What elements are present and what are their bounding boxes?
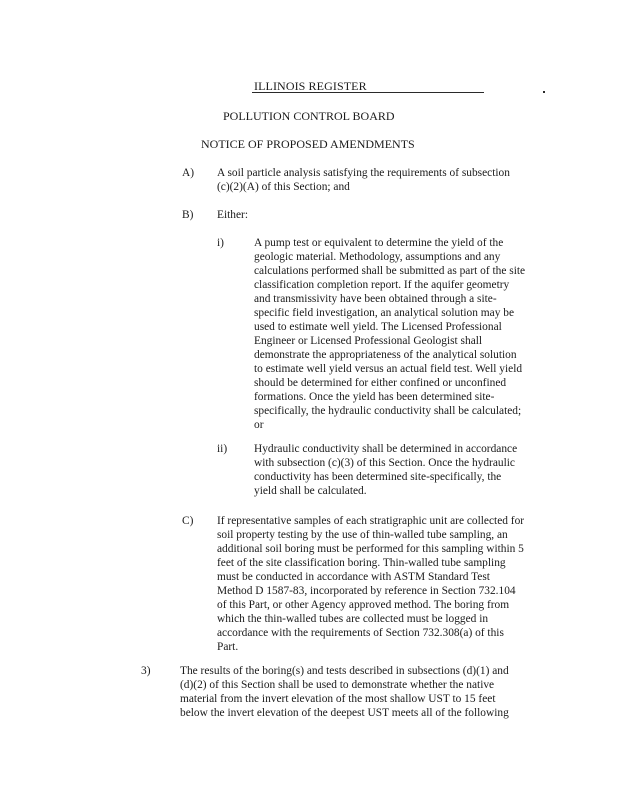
item-b-ii-line: with subsection (c)(3) of this Section. Once the hydraulic xyxy=(254,457,515,469)
item-c-line: soil property testing by the use of thin-walled tube sampling, an xyxy=(217,529,508,541)
header-mark xyxy=(543,91,545,93)
item-b-ii-line: yield shall be calculated. xyxy=(254,485,367,497)
item-b-i-line: to estimate well yield versus an actual field test. Well yield xyxy=(254,363,523,375)
item-b-i-line: A pump test or equivalent to determine the yield of the xyxy=(254,237,504,249)
header-rule xyxy=(252,92,484,93)
board-heading: POLLUTION CONTROL BOARD xyxy=(223,109,395,123)
item-b-ii-line: conductivity has been determined site-specifically, the xyxy=(254,471,502,483)
item-c-line: must be conducted in accordance with ASTM Standard Test xyxy=(217,571,490,583)
item-c-paragraph xyxy=(217,514,547,654)
item-b-i-line: formations. Once the yield has been determined site- xyxy=(254,391,495,403)
item-a-paragraph xyxy=(217,166,531,194)
item-c-label: C) xyxy=(182,515,194,527)
item-3-line: below the invert elevation of the deepest UST meets all of the following xyxy=(180,707,509,719)
item-c-line: Part. xyxy=(217,641,239,653)
item-c-line: feet of the site classification boring. Thin-walled tube sampling xyxy=(217,557,506,569)
item-a-line: A soil particle analysis satisfying the requirements of subsection xyxy=(217,167,510,179)
item-a-label: A) xyxy=(182,167,195,179)
item-b-i-line: demonstrate the appropriateness of the analytical solution xyxy=(254,349,517,361)
register-title: ILLINOIS REGISTER xyxy=(254,79,367,93)
item-b-i-line: calculations performed shall be submitted as part of the site xyxy=(254,265,526,277)
item-3-line: material from the invert elevation of the most shallow UST to 15 feet xyxy=(180,693,496,705)
item-b-ii-paragraph xyxy=(254,442,544,498)
item-b-ii-label: ii) xyxy=(217,443,228,455)
item-3-line: (d)(2) of this Section shall be used to demonstrate whether the native xyxy=(180,679,495,691)
item-b-i-line: geologic material. Methodology, assumptions and any xyxy=(254,251,501,263)
item-c-line: accordance with the requirements of Section 732.308(a) of this xyxy=(217,627,504,639)
item-b-text: Either: xyxy=(217,209,248,221)
item-3-line: The results of the boring(s) and tests described in subsections (d)(1) and xyxy=(180,665,509,677)
item-b-i-line: Engineer or Licensed Professional Geologist shall xyxy=(254,335,483,347)
notice-heading: NOTICE OF PROPOSED AMENDMENTS xyxy=(201,137,415,151)
item-b-ii-line: Hydraulic conductivity shall be determined in accordance xyxy=(254,443,518,455)
item-c-line: which the thin-walled tubes are collected must be logged in xyxy=(217,613,489,625)
item-b-i-label: i) xyxy=(217,237,224,249)
item-b-i-line: specific field investigation, an analytical solution may be xyxy=(254,307,515,319)
item-b-i-line: used to estimate well yield. The Licensed Professional xyxy=(254,321,502,333)
item-c-line: If representative samples of each stratigraphic unit are collected for xyxy=(217,515,525,527)
item-c-line: additional soil boring must be performed for this sampling within 5 xyxy=(217,543,524,555)
item-b-i-line: and transmissivity have been obtained through a site- xyxy=(254,293,497,305)
item-c-line: Method D 1587-83, incorporated by reference in Section 732.104 xyxy=(217,585,516,597)
item-3-label: 3) xyxy=(141,665,151,677)
item-a-line: (c)(2)(A) of this Section; and xyxy=(217,181,350,193)
item-b-label: B) xyxy=(182,209,194,221)
item-3-paragraph xyxy=(180,664,530,720)
item-b-i-line: classification completion report. If the aquifer geometry xyxy=(254,279,510,291)
item-b-i-line: specifically, the hydraulic conductivity shall be calculated; xyxy=(254,405,522,417)
item-b-i-paragraph xyxy=(254,236,544,432)
item-b-i-line: or xyxy=(254,419,264,431)
item-b-i-line: should be determined for either confined or unconfined xyxy=(254,377,507,389)
item-c-line: of this Part, or other Agency approved method. The boring from xyxy=(217,599,510,611)
